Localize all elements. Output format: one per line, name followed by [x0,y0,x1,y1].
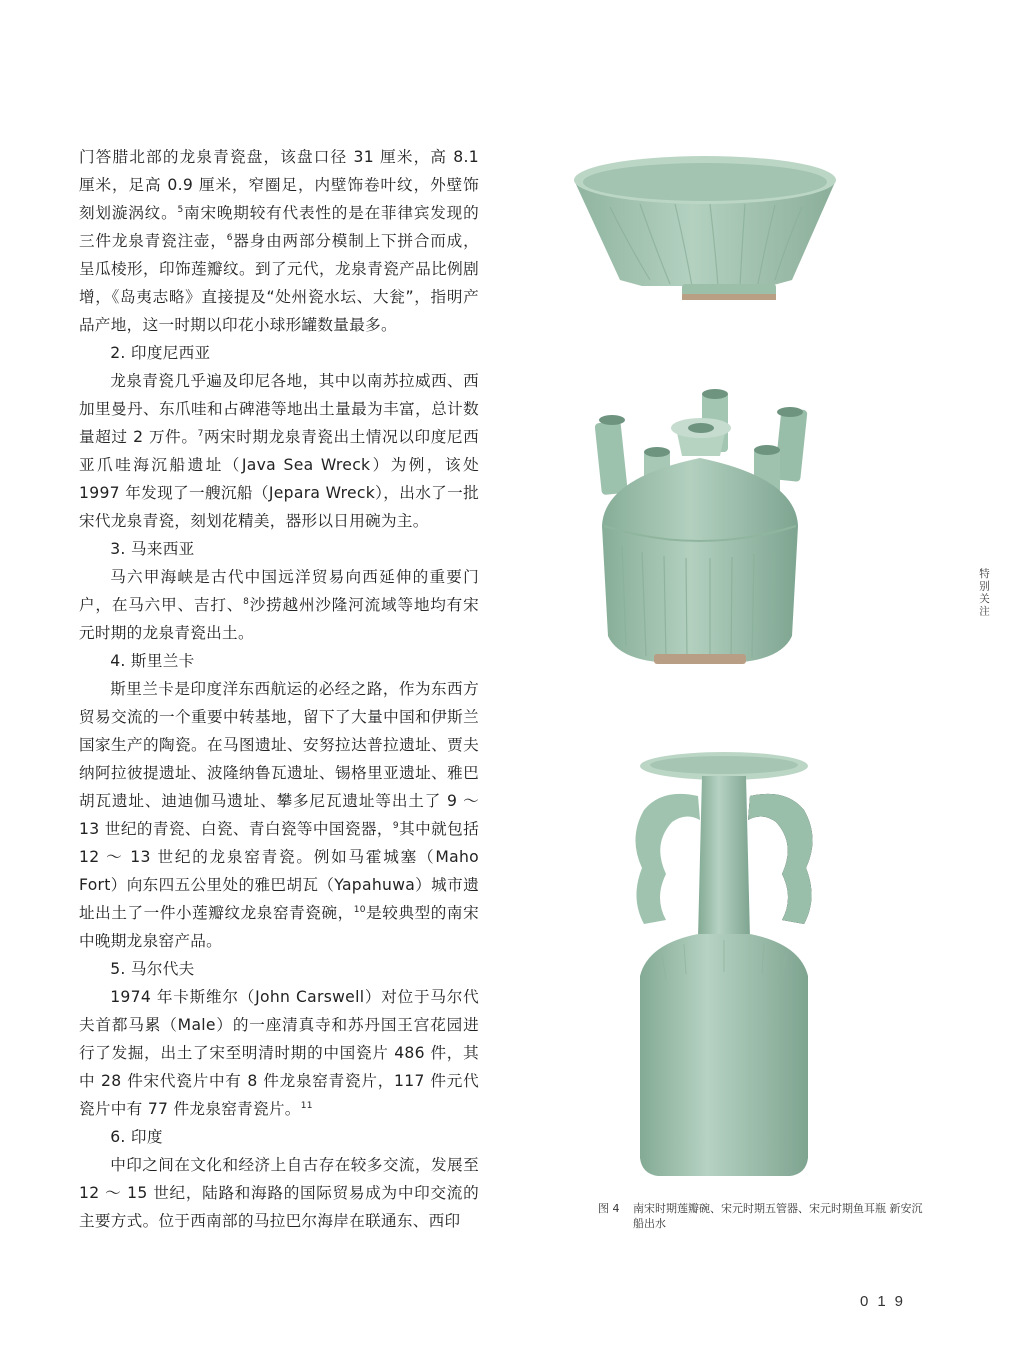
section-heading-malaysia: 3. 马来西亚 [110,540,195,558]
figure-label: 图 4 [598,1202,620,1215]
section-heading-sri-lanka: 4. 斯里兰卡 [110,652,195,670]
footnote-ref[interactable]: 10 [353,904,366,915]
paragraph-philippines: 门答腊北部的龙泉青瓷盘，该盘口径 31 厘米，高 8.1 厘米，足高 0.9 厘米，窄圈足，内壁饰卷叶纹，外壁饰刻划漩涡纹。$^5$南宋晚期较有代表性的是在菲律宾发现的三件龙泉青瓷注壶，$^6$器身由两部分模制上下拼合而成，呈瓜棱形，印饰莲瓣纹。到了元代，龙泉青瓷产品比例剧增，《岛夷志略》直接提及“处州瓷水坛、大瓮”，指明产品产地，这一时期以印花小球形罐数量最多。 [79,148,479,334]
figure-caption-text: 南宋时期莲瓣碗、宋元时期五管器、宋元时期鱼耳瓶 新安沉船出水 [633,1202,923,1230]
section-side-tag: 特别关注 [978,568,990,618]
lotus-bowl-image [570,152,840,304]
section-heading-indonesia: 2. 印度尼西亚 [110,344,211,362]
footnote-ref[interactable]: 5 [177,204,184,215]
footnote-ref[interactable]: 11 [300,1100,313,1111]
footnote-ref[interactable]: 9 [392,820,399,831]
paragraph-malaysia: 马六甲海峡是古代中国远洋贸易向西延伸的重要门户，在马六甲、吉打、$^8$沙捞越州沙隆河流域等地均有宋元时期的龙泉青瓷出土。 [79,568,479,642]
section-heading-india: 6. 印度 [110,1128,163,1146]
footnote-ref[interactable]: 8 [243,596,250,607]
paragraph-sri-lanka: 斯里兰卡是印度洋东西航运的必经之路，作为东西方贸易交流的一个重要中转基地，留下了大量中国和伊斯兰国家生产的陶瓷。在马图遗址、安努拉达普拉遗址、贾夫纳阿拉彼提遗址、波隆纳鲁瓦遗址、锡格里亚遗址、雅巴胡瓦遗址、迪迪伽马遗址、攀多尼瓦遗址等出土了 9 ～ 13 世纪的青瓷、白瓷、青白瓷等中国瓷器，$^9$其中就包括 12 ～ 13 世纪的龙泉窑青瓷。例如马霍城塞（Maho Fort）向东四五公里处的雅巴胡瓦（Yapahuwa）城市遗址出土了一件小莲瓣纹龙泉窑青瓷碗，$^{10}$是较典型的南宋中晚期龙泉窑产品。 [79,680,479,950]
footnote-ref[interactable]: 6 [226,232,233,243]
page-number: 019 [860,1293,913,1310]
footnote-ref[interactable]: 7 [197,428,204,439]
paragraph-indonesia: 龙泉青瓷几乎遍及印尼各地，其中以南苏拉威西、西加里曼丹、东爪哇和占碑港等地出土量最为丰富，总计数量超过 2 万件。$^7$两宋时期龙泉青瓷出土情况以印度尼西亚爪哇海沉船遗址（Java Sea Wreck）为例，该处 1997 年发现了一艘沉船（Jepara Wreck），出水了一批宋代龙泉青瓷，刻划花精美，器形以日用碗为主。 [79,372,479,530]
five-tube-jar-image [592,386,808,670]
paragraph-maldives: 1974 年卡斯维尔（John Carswell）对位于马尔代夫首都马累（Male）的一座清真寺和苏丹国王宫花园进行了发掘，出土了宋至明清时期的中国瓷片 486 件，其中 28 件宋代瓷片中有 8 件龙泉窑青瓷片，117 件元代瓷片中有 77 件龙泉窑青瓷片。$^{11}$ [79,988,479,1118]
fish-handle-vase-image [622,748,830,1180]
section-heading-maldives: 5. 马尔代夫 [110,960,195,978]
article-body [79,143,479,1235]
paragraph-india: 中印之间在文化和经济上自古存在较多交流，发展至 12 ～ 15 世纪，陆路和海路的国际贸易成为中印交流的主要方式。位于西南部的马拉巴尔海岸在联通东、西印 [79,1156,479,1230]
